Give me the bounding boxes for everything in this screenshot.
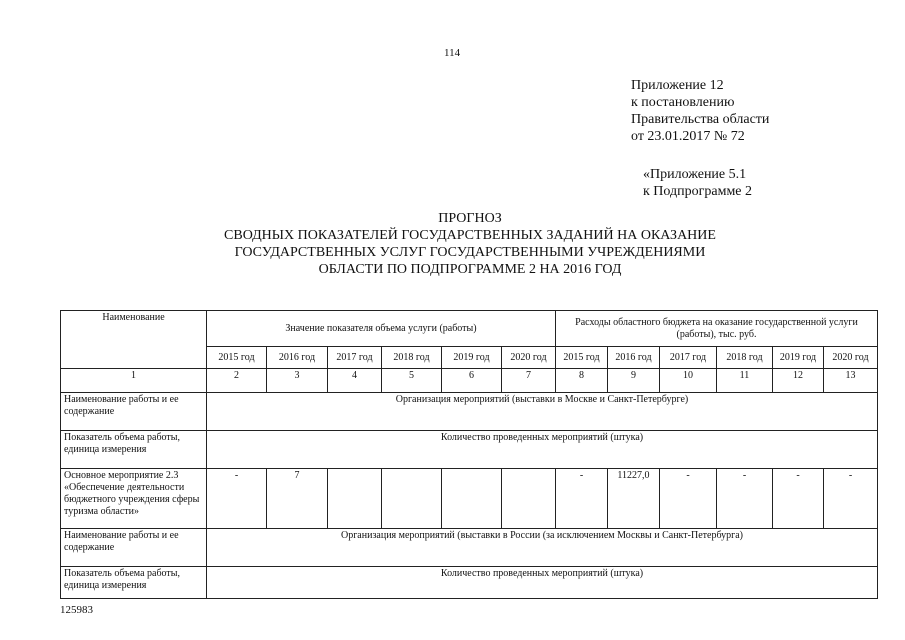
data-cell: - [556,469,608,529]
appendix-line: Правительства области [631,112,770,127]
data-cell [328,469,382,529]
header-volume: Значение показателя объема услуги (работы) [207,311,556,347]
data-cell: - [824,469,878,529]
year-header: 2015 год [556,347,608,369]
title-line: ОБЛАСТИ ПО ПОДПРОГРАММЕ 2 НА 2016 ГОД [318,262,622,277]
year-header: 2017 год [328,347,382,369]
page-number: 114 [444,47,461,59]
data-cell: 7 [267,469,328,529]
title-line: ГОСУДАРСТВЕННЫХ УСЛУГ ГОСУДАРСТВЕННЫМИ УЧРЕЖДЕНИЯМИ [234,245,706,260]
row-label: Наименование работы и ее содержание [61,529,207,567]
appendix-line: к Подпрограмме 2 [643,184,753,199]
year-header: 2019 год [442,347,502,369]
work-name-value: Организация мероприятий (выставки в Москве и Санкт-Петербурге) [207,393,878,431]
indicator-value: Количество проведенных мероприятий (штука) [207,567,878,599]
data-cell: - [660,469,717,529]
data-cell: - [717,469,773,529]
column-number: 2 [207,369,267,393]
data-cell [382,469,442,529]
column-number: 4 [328,369,382,393]
title-line: СВОДНЫХ ПОКАЗАТЕЛЕЙ ГОСУДАРСТВЕННЫХ ЗАДАНИЙ НА ОКАЗАНИЕ [224,228,716,243]
year-header: 2020 год [502,347,556,369]
year-header: 2018 год [382,347,442,369]
column-number: 11 [717,369,773,393]
appendix-line: от 23.01.2017 № 72 [631,129,745,144]
footer-code: 125983 [60,604,93,616]
column-number: 12 [773,369,824,393]
year-header: 2018 год [717,347,773,369]
row-label: Основное мероприятие 2.3 «Обеспечение деятельности бюджетного учреждения сферы туризма области» [61,469,207,529]
appendix-12-block [631,77,769,145]
year-header: 2020 год [824,347,878,369]
column-number: 8 [556,369,608,393]
appendix-line: к постановлению [631,95,735,110]
column-number: 3 [267,369,328,393]
data-cell [442,469,502,529]
column-number: 13 [824,369,878,393]
work-name-value: Организация мероприятий (выставки в России (за исключением Москвы и Санкт-Петербурга) [207,529,878,567]
year-header: 2016 год [608,347,660,369]
column-number: 1 [61,369,207,393]
title-line: ПРОГНОЗ [438,211,502,226]
column-number: 9 [608,369,660,393]
indicator-value: Количество проведенных мероприятий (штука) [207,431,878,469]
column-number: 7 [502,369,556,393]
forecast-table [60,310,878,599]
data-cell: - [773,469,824,529]
data-cell: - [207,469,267,529]
document-title [60,210,880,278]
row-label: Наименование работы и ее содержание [61,393,207,431]
header-expense: Расходы областного бюджета на оказание государственной услуги (работы), тыс. руб. [556,311,878,347]
column-number: 5 [382,369,442,393]
row-label: Показатель объема работы, единица измерения [61,431,207,469]
year-header: 2017 год [660,347,717,369]
appendix-5-1-block [643,166,752,200]
year-header: 2015 год [207,347,267,369]
year-header: 2016 год [267,347,328,369]
year-header: 2019 год [773,347,824,369]
data-cell: 11227,0 [608,469,660,529]
column-number: 6 [442,369,502,393]
header-name: Наименование [61,311,207,369]
row-label: Показатель объема работы, единица измерения [61,567,207,599]
appendix-line: Приложение 12 [631,78,724,93]
appendix-line: «Приложение 5.1 [643,167,747,182]
column-number: 10 [660,369,717,393]
data-cell [502,469,556,529]
